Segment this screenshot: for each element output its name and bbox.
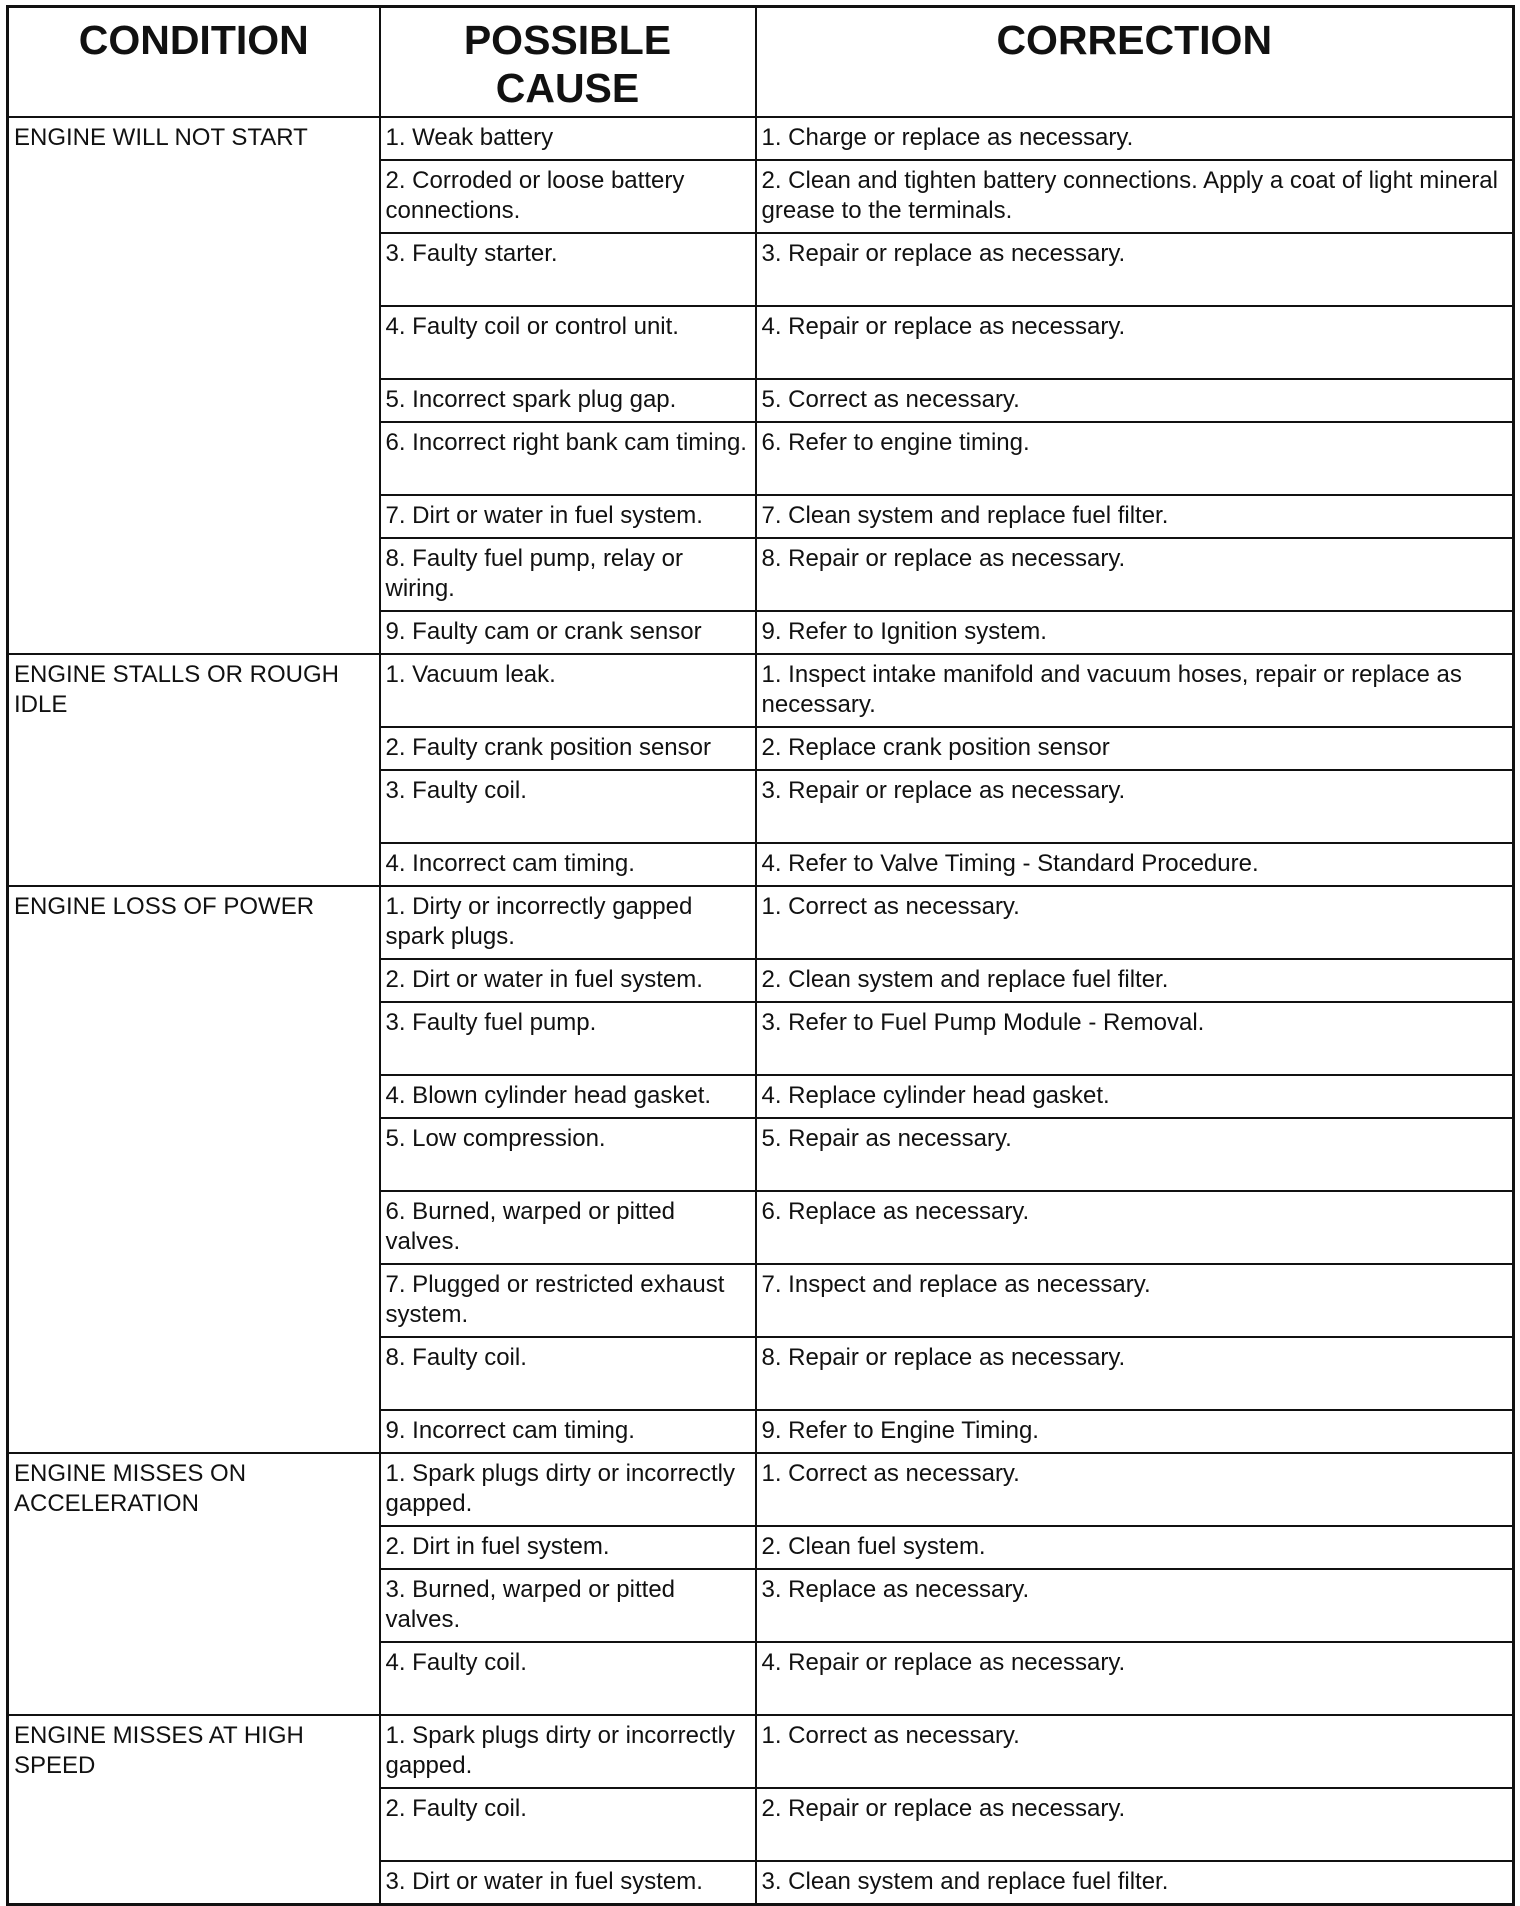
cause-cell: 5. Low compression. [380,1118,756,1191]
correction-cell: 4. Repair or replace as necessary. [756,306,1514,379]
cause-cell: 4. Faulty coil. [380,1642,756,1715]
cause-cell: 9. Incorrect cam timing. [380,1410,756,1453]
correction-cell: 1. Correct as necessary. [756,1715,1514,1788]
correction-cell: 2. Replace crank position sensor [756,727,1514,770]
diagnosis-table [6,5,1515,1906]
correction-cell: 4. Repair or replace as necessary. [756,1642,1514,1715]
condition-cell: ENGINE MISSES ON ACCELERATION [8,1453,380,1715]
correction-cell: 3. Repair or replace as necessary. [756,770,1514,843]
correction-cell: 2. Clean and tighten battery connections. Apply a coat of light mineral grease to the terminals. [756,160,1514,233]
cause-cell: 7. Plugged or restricted exhaust system. [380,1264,756,1337]
condition-cell: ENGINE MISSES AT HIGH SPEED [8,1715,380,1904]
cause-cell: 1. Vacuum leak. [380,654,756,727]
cause-cell: 1. Spark plugs dirty or incorrectly gapped. [380,1715,756,1788]
cause-cell: 4. Incorrect cam timing. [380,843,756,886]
correction-cell: 4. Replace cylinder head gasket. [756,1075,1514,1118]
cause-cell: 2. Corroded or loose battery connections. [380,160,756,233]
header-row [8,7,1514,118]
correction-cell: 7. Clean system and replace fuel filter. [756,495,1514,538]
correction-cell: 3. Refer to Fuel Pump Module - Removal. [756,1002,1514,1075]
cause-cell: 3. Dirt or water in fuel system. [380,1861,756,1904]
table-row [8,1453,1514,1526]
correction-cell: 3. Repair or replace as necessary. [756,233,1514,306]
correction-cell: 9. Refer to Ignition system. [756,611,1514,654]
correction-cell: 5. Correct as necessary. [756,379,1514,422]
condition-cell: ENGINE LOSS OF POWER [8,886,380,1453]
correction-cell: 6. Replace as necessary. [756,1191,1514,1264]
correction-cell: 1. Correct as necessary. [756,886,1514,959]
correction-cell: 1. Correct as necessary. [756,1453,1514,1526]
cause-cell: 1. Spark plugs dirty or incorrectly gapped. [380,1453,756,1526]
correction-cell: 2. Clean system and replace fuel filter. [756,959,1514,1002]
cause-cell: 3. Faulty starter. [380,233,756,306]
cause-cell: 2. Faulty coil. [380,1788,756,1861]
correction-cell: 3. Clean system and replace fuel filter. [756,1861,1514,1904]
header-correction: CORRECTION [756,7,1514,118]
diagnosis-table-wrapper [6,5,1512,1906]
correction-cell: 5. Repair as necessary. [756,1118,1514,1191]
correction-cell: 2. Clean fuel system. [756,1526,1514,1569]
cause-cell: 4. Blown cylinder head gasket. [380,1075,756,1118]
cause-cell: 5. Incorrect spark plug gap. [380,379,756,422]
correction-cell: 4. Refer to Valve Timing - Standard Procedure. [756,843,1514,886]
correction-cell: 1. Charge or replace as necessary. [756,117,1514,160]
cause-cell: 2. Faulty crank position sensor [380,727,756,770]
condition-cell: ENGINE WILL NOT START [8,117,380,654]
correction-cell: 9. Refer to Engine Timing. [756,1410,1514,1453]
correction-cell: 8. Repair or replace as necessary. [756,1337,1514,1410]
cause-cell: 8. Faulty coil. [380,1337,756,1410]
cause-cell: 2. Dirt in fuel system. [380,1526,756,1569]
condition-cell: ENGINE STALLS OR ROUGH IDLE [8,654,380,886]
table-row [8,117,1514,160]
cause-cell: 3. Faulty fuel pump. [380,1002,756,1075]
correction-cell: 3. Replace as necessary. [756,1569,1514,1642]
correction-cell: 8. Repair or replace as necessary. [756,538,1514,611]
correction-cell: 6. Refer to engine timing. [756,422,1514,495]
cause-cell: 4. Faulty coil or control unit. [380,306,756,379]
header-condition: CONDITION [8,7,380,118]
correction-cell: 7. Inspect and replace as necessary. [756,1264,1514,1337]
correction-cell: 1. Inspect intake manifold and vacuum hoses, repair or replace as necessary. [756,654,1514,727]
header-cause-line2: CAUSE [495,65,640,111]
cause-cell: 2. Dirt or water in fuel system. [380,959,756,1002]
cause-cell: 1. Weak battery [380,117,756,160]
header-possible-cause [380,7,756,118]
table-row [8,886,1514,959]
cause-cell: 9. Faulty cam or crank sensor [380,611,756,654]
cause-cell: 6. Incorrect right bank cam timing. [380,422,756,495]
table-row [8,654,1514,727]
cause-cell: 1. Dirty or incorrectly gapped spark plugs. [380,886,756,959]
correction-cell: 2. Repair or replace as necessary. [756,1788,1514,1861]
cause-cell: 6. Burned, warped or pitted valves. [380,1191,756,1264]
cause-cell: 3. Faulty coil. [380,770,756,843]
cause-cell: 8. Faulty fuel pump, relay or wiring. [380,538,756,611]
table-row [8,1715,1514,1788]
cause-cell: 7. Dirt or water in fuel system. [380,495,756,538]
cause-cell: 3. Burned, warped or pitted valves. [380,1569,756,1642]
header-cause-line1: POSSIBLE [463,17,672,63]
